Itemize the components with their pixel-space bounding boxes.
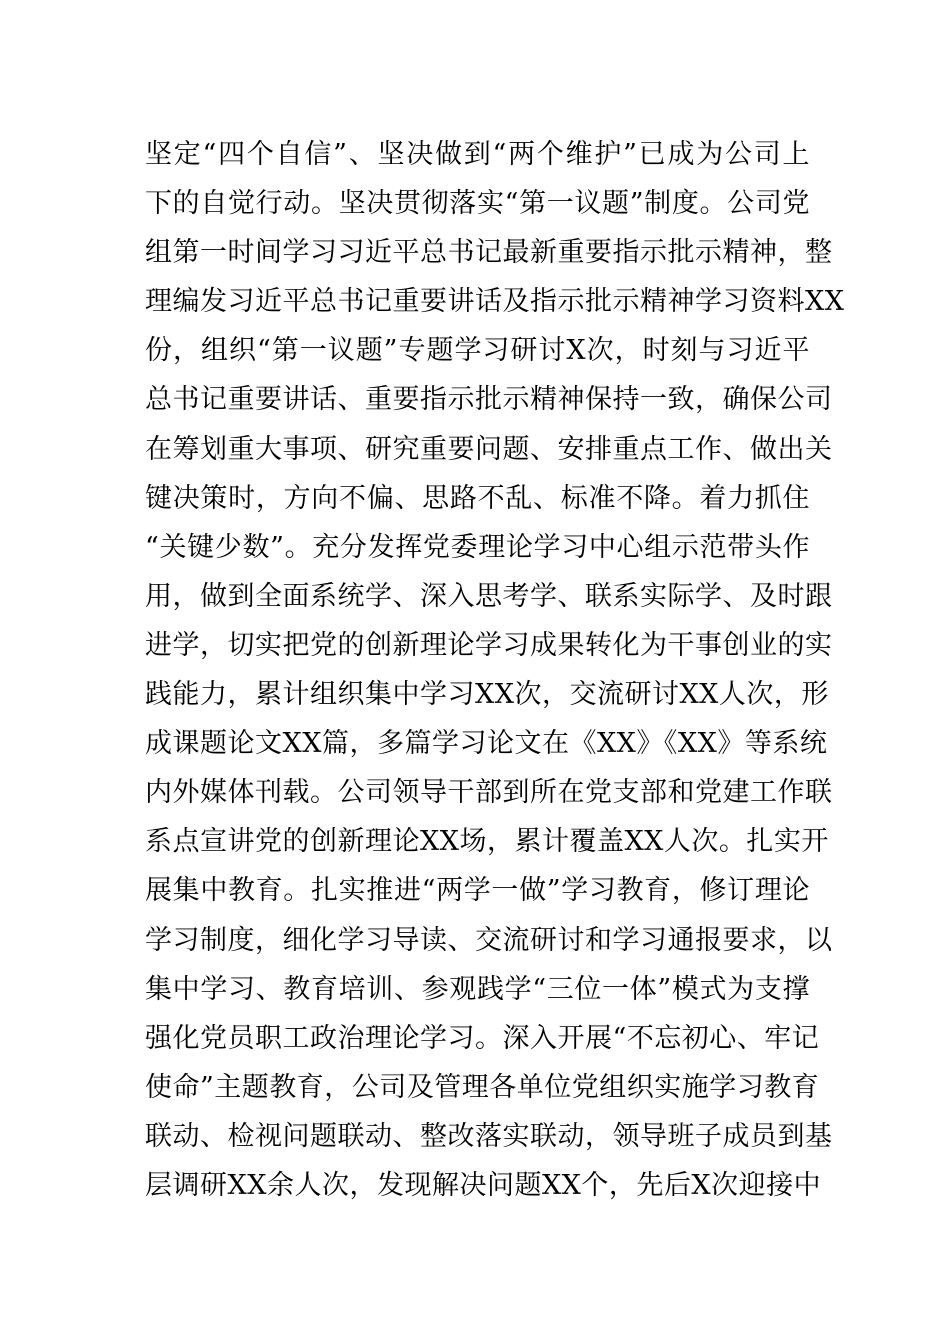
text-line: 用，做到全面系统学、深入思考学、联系实际学、及时跟 bbox=[145, 580, 833, 612]
text-line: 联动、检视问题联动、整改落实联动，领导班子成员到基 bbox=[145, 1120, 833, 1152]
text-line: 层调研XX余人次，发现解决问题XX个，先后X次迎接中 bbox=[145, 1169, 822, 1201]
text-line: 学习制度，细化学习导读、交流研讨和学习通报要求，以 bbox=[145, 924, 833, 956]
text-line: 进学，切实把党的创新理论学习成果转化为干事创业的实 bbox=[145, 629, 833, 661]
text-line: 键决策时，方向不偏、思路不乱、标准不降。着力抓住 bbox=[145, 482, 810, 514]
text-line: 总书记重要讲话、重要指示批示精神保持一致，确保公司 bbox=[145, 384, 833, 416]
text-line: 展集中教育。扎实推进“两学一做”学习教育，修订理论 bbox=[145, 875, 810, 907]
text-line: 在筹划重大事项、研究重要问题、安排重点工作、做出关 bbox=[145, 433, 833, 465]
text-line: 份，组织“第一议题”专题学习研讨X次，时刻与习近平 bbox=[145, 335, 810, 367]
text-line: 践能力，累计组织集中学习XX次，交流研讨XX人次，形 bbox=[145, 679, 829, 711]
text-line: 组第一时间学习习近平总书记最新重要指示批示精神，整 bbox=[145, 237, 833, 269]
text-line: 理编发习近平总书记重要讲话及指示批示精神学习资料XX bbox=[145, 286, 845, 318]
text-line: 集中学习、教育培训、参观践学“三位一体”模式为支撑 bbox=[145, 973, 810, 1005]
text-line: 成课题论文XX篇，多篇学习论文在《XX》《XX》等系统 bbox=[145, 728, 828, 760]
text-line: 坚定“四个自信”、坚决做到“两个维护”已成为公司上 bbox=[145, 139, 810, 170]
body-paragraph bbox=[145, 130, 845, 1210]
text-line: 系点宣讲党的创新理论XX场，累计覆盖XX人次。扎实开 bbox=[145, 826, 829, 858]
text-line: 内外媒体刊载。公司领导干部到所在党支部和党建工作联 bbox=[145, 777, 833, 809]
text-line: 使命”主题教育，公司及管理各单位党组织实施学习教育 bbox=[145, 1071, 820, 1103]
text-line: 强化党员职工政治理论学习。深入开展“不忘初心、牢记 bbox=[145, 1022, 820, 1054]
text-line: “关键少数”。充分发挥党委理论学习中心组示范带头作 bbox=[145, 531, 810, 563]
text-line: 下的自觉行动。坚决贯彻落实“第一议题”制度。公司党 bbox=[145, 188, 810, 220]
